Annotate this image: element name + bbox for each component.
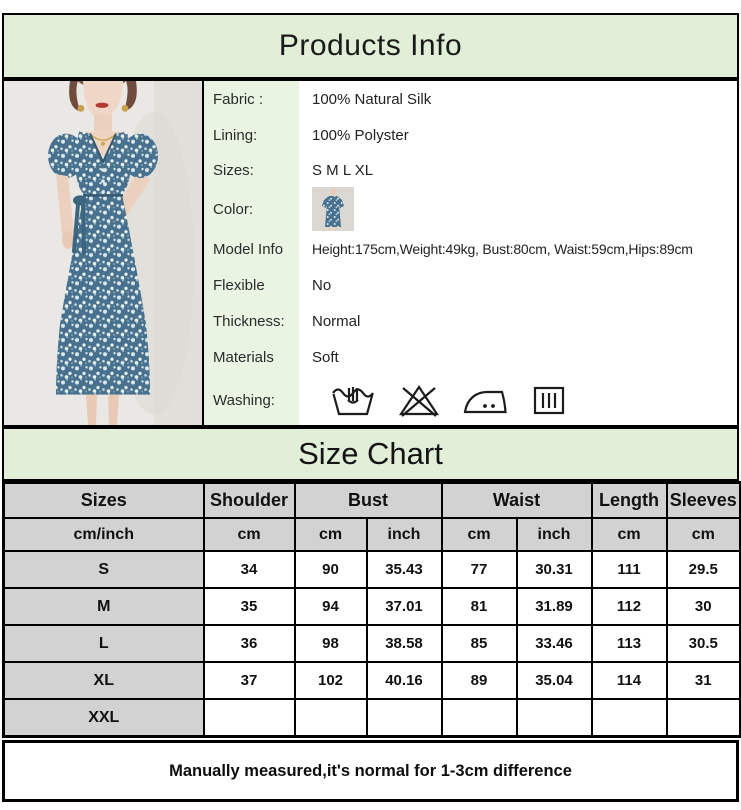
unit-header: cm xyxy=(295,518,367,551)
size-chart-header-row xyxy=(4,483,741,519)
size-cell: 89 xyxy=(442,662,517,699)
attribute-value: S M L XL xyxy=(312,161,374,179)
size-cell: 114 xyxy=(592,662,667,699)
size-cell: 30.5 xyxy=(667,625,741,662)
size-label: XXL xyxy=(4,699,204,737)
size-chart-table xyxy=(2,481,741,738)
attribute-label: Flexible xyxy=(204,267,299,303)
size-cell: 30 xyxy=(667,588,741,625)
do-not-bleach-icon xyxy=(397,381,441,419)
size-cell: 111 xyxy=(592,551,667,588)
size-cell: 37.01 xyxy=(367,588,442,625)
attribute-row-washing xyxy=(204,375,737,425)
size-row-l xyxy=(4,625,741,662)
size-cell: 77 xyxy=(442,551,517,588)
size-cell xyxy=(295,699,367,737)
size-chart-units-row xyxy=(4,518,741,551)
size-cell xyxy=(204,699,295,737)
size-cell: 31.89 xyxy=(517,588,592,625)
size-label: M xyxy=(4,588,204,625)
size-chart-header xyxy=(2,427,739,481)
attribute-label: Sizes: xyxy=(204,153,299,187)
size-chart-title: Size Chart xyxy=(298,436,443,471)
unit-header: cm xyxy=(592,518,667,551)
attribute-label: Model Info xyxy=(204,231,299,267)
size-label: S xyxy=(4,551,204,588)
size-cell: 81 xyxy=(442,588,517,625)
column-header-sleeves: Sleeves xyxy=(667,483,741,519)
size-label: XL xyxy=(4,662,204,699)
column-header-waist: Waist xyxy=(442,483,592,519)
products-info-section xyxy=(2,79,739,427)
size-cell: 38.58 xyxy=(367,625,442,662)
attribute-label: Materials xyxy=(204,339,299,375)
iron-two-dots-icon xyxy=(461,381,509,419)
size-cell: 90 xyxy=(295,551,367,588)
attribute-row-sizes xyxy=(204,153,737,187)
size-cell: 35.43 xyxy=(367,551,442,588)
unit-header: cm xyxy=(442,518,517,551)
attribute-value: Height:175cm,Weight:49kg, Bust:80cm, Waist:59cm,Hips:89cm xyxy=(312,241,693,257)
drip-dry-icon xyxy=(529,381,569,419)
attribute-value: 100% Polyster xyxy=(312,126,409,144)
attribute-row-color xyxy=(204,187,737,231)
size-cell xyxy=(517,699,592,737)
attribute-label: Color: xyxy=(204,187,299,231)
size-cell: 30.31 xyxy=(517,551,592,588)
unit-header: cm xyxy=(667,518,741,551)
washing-care-icons xyxy=(299,381,569,419)
column-header-shoulder: Shoulder xyxy=(204,483,295,519)
products-info-header xyxy=(2,13,739,79)
size-cell: 33.46 xyxy=(517,625,592,662)
products-info-title: Products Info xyxy=(278,29,463,62)
size-cell: 35 xyxy=(204,588,295,625)
column-header-sizes: Sizes xyxy=(4,483,204,519)
attribute-row-fabric xyxy=(204,81,737,117)
attribute-label: Lining: xyxy=(204,117,299,153)
attribute-value: 100% Natural Silk xyxy=(312,90,432,108)
unit-header: cm/inch xyxy=(4,518,204,551)
size-cell: 112 xyxy=(592,588,667,625)
hand-wash-icon xyxy=(329,381,377,419)
measurement-note: Manually measured,it's normal for 1-3cm difference xyxy=(169,761,572,780)
size-cell: 102 xyxy=(295,662,367,699)
size-cell: 31 xyxy=(667,662,741,699)
product-attributes-table xyxy=(202,81,737,425)
size-cell: 35.04 xyxy=(517,662,592,699)
attribute-row-thickness xyxy=(204,303,737,339)
attribute-row-materials xyxy=(204,339,737,375)
column-header-length: Length xyxy=(592,483,667,519)
size-cell: 34 xyxy=(204,551,295,588)
attribute-value: Normal xyxy=(312,312,361,330)
unit-header: inch xyxy=(517,518,592,551)
size-cell: 36 xyxy=(204,625,295,662)
attribute-row-lining xyxy=(204,117,737,153)
size-cell: 113 xyxy=(592,625,667,662)
size-row-m xyxy=(4,588,741,625)
attribute-label: Thickness: xyxy=(204,303,299,339)
size-cell: 37 xyxy=(204,662,295,699)
size-cell: 40.16 xyxy=(367,662,442,699)
size-row-xl xyxy=(4,662,741,699)
attribute-label: Fabric : xyxy=(204,81,299,117)
unit-header: cm xyxy=(204,518,295,551)
model-photo xyxy=(4,81,202,425)
size-cell: 29.5 xyxy=(667,551,741,588)
measurement-note-box xyxy=(2,740,739,802)
attribute-value: No xyxy=(312,276,332,294)
size-cell xyxy=(442,699,517,737)
attribute-label: Washing: xyxy=(204,375,299,425)
attribute-value: Soft xyxy=(312,348,339,366)
size-cell: 98 xyxy=(295,625,367,662)
size-row-s xyxy=(4,551,741,588)
size-label: L xyxy=(4,625,204,662)
size-cell xyxy=(592,699,667,737)
size-row-xxl xyxy=(4,699,741,737)
unit-header: inch xyxy=(367,518,442,551)
attribute-row-flexible xyxy=(204,267,737,303)
size-cell xyxy=(367,699,442,737)
size-cell: 94 xyxy=(295,588,367,625)
size-cell: 85 xyxy=(442,625,517,662)
dress-color-swatch xyxy=(312,187,354,231)
size-cell xyxy=(667,699,741,737)
column-header-bust: Bust xyxy=(295,483,442,519)
attribute-row-model-info xyxy=(204,231,737,267)
